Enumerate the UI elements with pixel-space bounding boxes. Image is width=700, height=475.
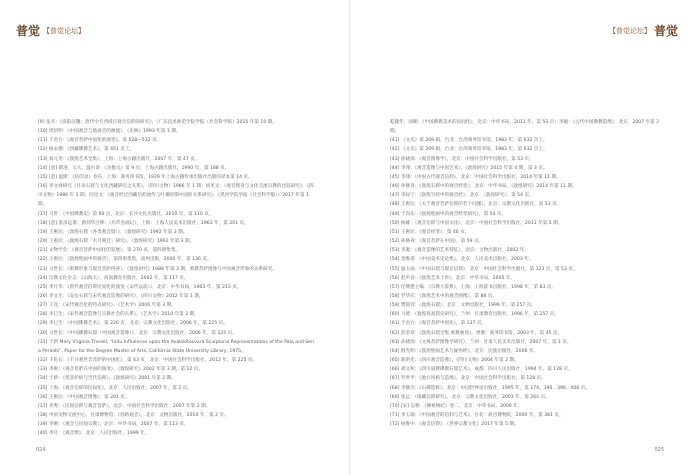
reference-item: 乾隆年，国朝：《中国佛教美术的民间化》，北京：中华书局，2011 年，第 53 页；李颖：《古代中国佛教造像》，北京，2007 年第 2 期。 xyxy=(390,120,660,135)
reference-item: [63] 孙晓岗：《文殊菩萨图像学研究》，兰州：甘肃人民美术出版社，2007 年，第 1 页。 xyxy=(390,339,572,345)
right-page xyxy=(350,0,700,475)
section-title: 【普觉论坛】 xyxy=(43,26,86,35)
reference-item: [18] [意] 张彦远著、俞剑华注释：《历代名画记》，上海：上海人民美术出版社，1963 年，第 201 页。 xyxy=(38,220,249,226)
reference-item: [27] 王昆：《宋代观音化的特点研究》，《艺术学》2006 年第 3 期。 xyxy=(38,303,176,309)
reference-item: [40] 李月：《观音像》，北京：人民出版社，1999 年。 xyxy=(38,431,150,437)
reference-item: [53] 李凇：《观音造像的艺术特征》，北京：文物出版社，2002 年。 xyxy=(390,248,529,254)
reference-item: [14] [意] 畲洛，义大、温尔哥：《舍衡文》第 9 页，上海古籍出版社，1990 年，第 188 页。 xyxy=(38,165,230,171)
reference-item: [25] 李月华：《唐代观音信仰民间化的演变（宋代以前）》，北京：中华书局，1965 年，第 213 页。 xyxy=(38,284,242,290)
reference-item: [44] 李翎：《观音造像与中国艺术》，《敦煌研究》2015 年第 4 期，第 3 页。 xyxy=(390,165,548,171)
reference-item: [20] 王惠民：《敦煌石窟「水月观音」研究》，《敦煌研究》1992 年第 3 期。 xyxy=(38,239,195,245)
reference-item: [69] 张总：《地藏信仰研究》，北京：宗教文化出版社，2003 年，第 264 页。 xyxy=(390,394,550,400)
reference-item: [70] [宋] 志磐：《佛祖统纪》卷二，北京：中华书局，2006 年。 xyxy=(390,403,523,409)
reference-item: [57] 任继愈主编：《宗教大辞典》，上海：上海辞书出版社，1998 年，第 83 页。 xyxy=(390,284,557,290)
reference-item: [17] 马世：《中国佛教史》第 60 页，北京：长沙文化出版社，2010 年，第 110 页。 xyxy=(38,211,214,217)
reference-item: [54] 金维诺：《中国美术史论集》，北京：人民美术出版社，2003 年。 xyxy=(390,257,534,263)
reference-item: [46] 孙修身：《敦煌石窟中的观音经变》，北京：中华书局，《敦煌研究》2014 年第 11 期。 xyxy=(390,184,577,190)
journal-logo: 普觉 xyxy=(16,24,41,38)
reference-item: [39] 李刚：《观音与民间宗教》，北京：中华书局，2007 年，第 113 页。 xyxy=(38,422,189,428)
reference-item: [15] [意] 温斯：《结印录》卷东，上海：商务印书馆，1929 年上海古籍传承出版社出版的译本第 14 页。 xyxy=(38,174,253,180)
reference-item: [36] 王惠民：《中国观音图像》，第 201 页。 xyxy=(38,394,130,400)
reference-item: [64] 殷光明：《敦煌壁画艺术与疑伪经》，北京：民族出版社，2006 年。 xyxy=(390,348,539,354)
reference-item: [23] 马世长：《密教形象与观音菩萨供养》，《敦煌研究》1988 年第 3 期，密教菩萨图像与中国观音形象的关系研究。 xyxy=(38,266,277,272)
reference-item: [42] 《文史》第 209 辑，台北：台湾商务印书馆，1983 年，第 632 页上。 xyxy=(390,147,548,153)
reference-item: [28] 李巳生：《宋代观音造像与宗教社会的关系》，《艺术学》2010 年第 2 期。 xyxy=(38,312,199,318)
reference-item: [13] 刘元尧：《敦煌艺术全集》，上海：上海古籍出版社，2007 年，第 47 页。 xyxy=(38,156,200,162)
reference-item: [47] 李际宁：《敦煌写经中的观音经》，北京：《敦煌研究》，第 54 页。 xyxy=(390,193,534,199)
reference-item: [67] 罗世平：《地方风格与造像》，北京：中国社会科学出版社，第 128 页。 xyxy=(390,376,546,382)
reference-item: [48] 王惠民：《关于观音菩萨信仰的若干问题》，北京：宗教文化出版社，第 53 页。 xyxy=(390,202,562,208)
reference-item: [12] 杨永德：《西藏佛教艺术》，第 451 页上。 xyxy=(38,147,135,153)
page-number: 025 xyxy=(654,447,664,453)
reference-item: [32] 千化石：《千寻观世音菩萨的中国化》，第 43 页，北京：中国社会科学出版社，2012 年，第 225 页。 xyxy=(38,358,258,364)
journal-logo: 普觉 xyxy=(653,24,678,38)
reference-item: [34] 于新：《慈悲护佑与当代信仰》，《敦煌研究》2001 年第 2 期。 xyxy=(38,376,176,382)
reference-item: [22] 王惠民：《敦煌壁画中的观音》，第四册集集，南州出版，2000 年，第 136 页。 xyxy=(38,257,212,263)
reference-item: [33] 李惠：《观音菩萨在中国的演变》，《敦煌研究》2002 年第 3 期，第 12 页。 xyxy=(38,367,203,373)
reference-item: [61] 于君方：《观音菩萨中国化》，第 137 页。 xyxy=(390,321,487,327)
reference-list xyxy=(390,118,662,429)
reference-item: [72] 杨维中：《观音信仰》，《世界宗教文化》2017 年第 5 期。 xyxy=(390,422,519,428)
reference-item: [65] 陈明光：《四川观音造像》，《四川文物》2004 年第 2 期。 xyxy=(390,358,519,364)
reference-item: [26] 李文生：《安岳石窟与宋代观音造像的研究》，《四川文物》2012 年第 1 期。 xyxy=(38,293,204,299)
reference-item: [71] 李玉珉：《中国观音的信仰与艺术》，台北：故宫博物院，2000 年，第 381 页。 xyxy=(390,413,564,418)
reference-item: [11] 于君方：《观音菩萨中国化的演变》，第 528—532 页。 xyxy=(38,138,162,144)
reference-item: [10] 周悟明：《中国观音与地观音的源流》，《史林》1993 年第 1 期。 xyxy=(38,129,181,135)
reference-item: [41] 《文史》第 209 辑，台北：台湾商务印书馆，1983 年，第 632 页上。 xyxy=(390,138,548,144)
reference-item: [35] 上海：《观音信仰的民间化》，北京：人民出版社，2007 年，第 2 页。 xyxy=(38,385,192,391)
reference-item: [19] 王惠民：《敦煌石窟（各类观音窟）》，《敦煌研究》1992 年第 3 期。 xyxy=(38,229,188,235)
reference-item: [9] 张杰：《洛阳汉魏：唐代中天西域应观音信仰的研究》，《广东技术师范学院学报（社会科学版）2015 年第 10 期。 xyxy=(38,120,277,125)
reference-item: [24] 宗教文化杂志：《山海关》，河南教育出版社，2002 年，第 117 页。 xyxy=(38,275,189,281)
reference-item: [38] 中国文物交流中心、甘肃博物馆：《丝路观音》，北京：文物出版社，2010 年，第 2 页。 xyxy=(38,413,229,418)
reference-item: [21] 文物学会：《观音菩萨中国化的发展》，第 270 页，第四册集集。 xyxy=(38,248,181,254)
reference-item: [16] 李文禄研究《甘泉石窟与文化西藏研究之关系》，《四川文物》1986 年 1 期；同见文：《观音现身与文化交流宗教的比较研究》，《四川文物》1986 年 1 期；同见文：《观音经过西藏信仰流传与吐蕃时期中国的关系研究》，《黑河学院学报（社会科学版）》2017 年第 1 期。 xyxy=(38,184,314,208)
reference-item: [56] 赵声良：《敦煌艺术十讲》，北京：中华书局，2005 年。 xyxy=(390,275,516,281)
reference-item: [58] 罗华庆：《敦煌艺术中的观音图像》，第 88 页。 xyxy=(390,293,497,299)
reference-item: [59] 樊锦诗：《敦煌石窟》，北京：文物出版社，1999 年，第 257 页。 xyxy=(390,303,536,309)
page-header xyxy=(16,22,88,39)
page-header xyxy=(606,22,678,39)
reference-item: [62] 彭金章：《敦煌石窟全集·密教画卷》，香港：商务印书馆，2003 年，第 45 页。 xyxy=(390,330,563,336)
reference-item: [49] 于向东：《敦煌壁画中的观音经变研究》，第 54 页。 xyxy=(390,211,507,217)
reference-item: [29] 李巳生：《中国佛教艺术》，第 226 页，北京：宗教文化出版社，2006 年，第 225 页。 xyxy=(38,321,228,327)
section-title: 【普觉论坛】 xyxy=(608,26,651,35)
page-number: 024 xyxy=(36,447,46,453)
reference-item: [52] 孙修身：《观音菩萨在中国》，第 59 页。 xyxy=(390,239,484,245)
reference-item: [30] 马世长：《中国佛教石窟（中国观音造像）》，北京：宗教文化出版社，2006 年，第 225 页。 xyxy=(38,330,237,336)
reference-item: [43] 孙晓岗：《观音图像学》，北京：中国社会科学出版社，第 53 页。 xyxy=(390,156,534,162)
reference-item: [37] 李秀：《民间信仰与观音菩萨》，北京：中国社会科学出版社，2007 年第 2 期。 xyxy=(38,403,211,409)
reference-list xyxy=(38,118,314,438)
reference-item: [31] 于新 Mary Virginia Thorell, “Indu Influences upon the Avalokitesvara Sculptural Representations of the Pala and Sena Periods”, Paper for the Degree Master of Arts, California State University Library, 1975。 xyxy=(38,339,314,354)
reference-item: [50] 杨雄：《观音信仰与中国文化》，北京：中国社会科学出版社，2011 年第 5 期。 xyxy=(390,220,563,226)
reference-item: [51] 王惠民：《观音经变》，第 46 页。 xyxy=(390,229,470,235)
reference-item: [55] 温玉成：《中国石窟与观音信仰》，北京：中国社会科学出版社，第 123 页，第 53 页。 xyxy=(390,266,578,272)
reference-item: [68] 李静杰：《石佛选粹》，北京：中国世界语出版社，1995 年，第 174、395、396、408 页。 xyxy=(390,385,590,391)
reference-item: [66] 胡文和：《四川道教佛教石窟艺术》，成都：四川人民出版社，1994 年，第 128 页。 xyxy=(390,367,573,373)
reference-item: [45] 李翎：《中国古代观音信仰》，北京：中国社会科学出版社，2014 年第 11 期。 xyxy=(390,174,561,180)
reference-item: [60] 马德：《敦煌莫高窟史研究》，兰州：甘肃教育出版社，1996 年，第 257 页。 xyxy=(390,312,559,318)
